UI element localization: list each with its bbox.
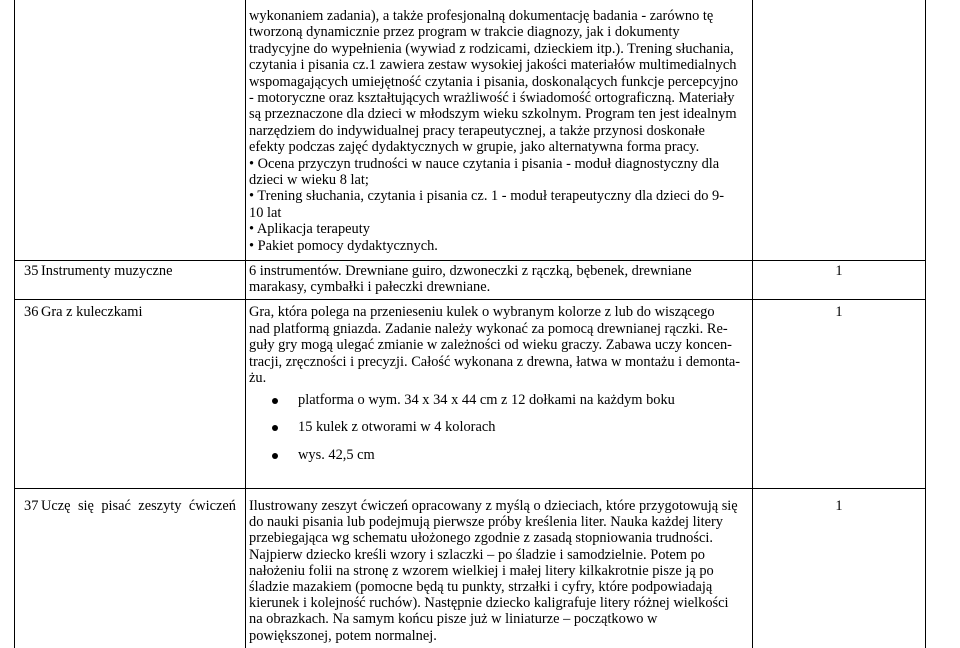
description-line: Najpierw dziecko kreśli wzory i szlaczki – po śladzie i samodzielnie. Potem po bbox=[249, 546, 705, 563]
description-line: tracji, zręczności i precyzji. Całość wykonana z drewna, łatwa w montażu i demonta- bbox=[249, 353, 741, 370]
bullet-icon bbox=[272, 453, 278, 459]
description-line: efekty podczas zajęć dydaktycznych w grupie, jako alternatywna forma pracy. bbox=[249, 139, 700, 156]
item-description bbox=[246, 489, 753, 648]
item-name: Gra z kuleczkami bbox=[41, 304, 143, 320]
item-quantity: 1 bbox=[835, 263, 843, 279]
description-line: przebiegająca wg schematu ułożonego zgodnie z zasadą stopniowania trudności. bbox=[249, 530, 713, 547]
description-line: Ilustrowany zeszyt ćwiczeń opracowany z myślą o dzieciach, które przygotowują się bbox=[249, 498, 738, 514]
description-line: marakasy, cymbałki i pałeczki drewniane. bbox=[249, 279, 491, 296]
description-line: tradycyjne do wypełnienia (wywiad z rodzicami, dzieckiem itp.). Trening słuchania, bbox=[249, 40, 734, 57]
item-description bbox=[246, 0, 753, 260]
description-line: Gra, która polega na przenieseniu kulek o wybranym kolorze z lub do wiszącego bbox=[249, 304, 715, 320]
description-line: • Aplikacja terapeuty bbox=[249, 221, 370, 238]
item-quantity: 1 bbox=[835, 304, 843, 320]
item-quantity bbox=[753, 0, 925, 260]
description-line: śladzie mazakiem (pomocne będą tu punkty, strzałki i cyfry, które podpowiadają bbox=[249, 579, 713, 596]
description-line: - motoryczne oraz kształtujących wrażliwość i świadomość ortograficzną. Materiały bbox=[249, 90, 735, 107]
item-quantity: 1 bbox=[835, 498, 843, 514]
description-line: wykonaniem zadania), a także profesjonalną dokumentację badania - zarówno tę bbox=[249, 8, 714, 24]
description-line: guły gry mogą ulegać zmianie w zależności od wieku graczy. Zabawa uczy koncen- bbox=[249, 337, 732, 354]
item-description bbox=[246, 261, 753, 299]
item-name: Uczę się pisać zeszyty ćwiczeń bbox=[41, 498, 236, 514]
description-line: 6 instrumentów. Drewniane guiro, dzwoneczki z rączką, bębenek, drewniane bbox=[249, 263, 692, 279]
table-row bbox=[14, 300, 926, 489]
description-line: nad platformą gniazda. Zadanie należy wykonać za pomocą drewnianej rączki. Re- bbox=[249, 320, 728, 337]
bullet-icon bbox=[272, 398, 278, 404]
description-line: dzieci w wieku 8 lat; bbox=[249, 172, 369, 189]
description-line: nałożeniu folii na stronę z wzorem wielkiej i małej litery kilkakrotnie pisze ją po bbox=[249, 562, 714, 579]
table-row bbox=[14, 0, 926, 261]
description-line: na obrazkach. Na samym końcu pisze już w liniaturze – początkowo w bbox=[249, 611, 658, 628]
item-name-cell bbox=[15, 300, 246, 488]
bullet-item bbox=[249, 414, 752, 442]
description-line: żu. bbox=[249, 370, 267, 387]
bullet-item bbox=[249, 387, 752, 415]
bullet-icon bbox=[272, 425, 278, 431]
description-line: • Trening słuchania, czytania i pisania cz. 1 - moduł terapeutyczny dla dzieci do 9- bbox=[249, 188, 724, 205]
table-row bbox=[14, 261, 926, 300]
bullet-text: wys. 42,5 cm bbox=[298, 446, 375, 463]
description-line: są przeznaczone dla dzieci w młodszym wieku szkolnym. Program ten jest idealnym bbox=[249, 106, 737, 123]
description-line: powiększonej, potem normalnej. bbox=[249, 627, 437, 644]
description-line: kierunek i kolejność ruchów). Następnie dziecko kaligrafuje litery różnej wielkości bbox=[249, 595, 729, 612]
item-number: 35 bbox=[24, 263, 39, 279]
table-row bbox=[14, 489, 926, 648]
item-name: Instrumenty muzyczne bbox=[41, 263, 173, 279]
description-line: • Pakiet pomocy dydaktycznych. bbox=[249, 237, 438, 254]
description-line: czytania i pisania cz.1 zawiera zestaw wysokiej jakości materiałów multimedialnych bbox=[249, 57, 737, 74]
description-line: wspomagających umiejętność czytania i pisania, doskonalących funkcje percepcyjno bbox=[249, 73, 739, 90]
item-name-cell bbox=[15, 489, 246, 648]
description-line: • Ocena przyczyn trudności w nauce czytania i pisania - moduł diagnostyczny dla bbox=[249, 155, 720, 172]
bullet-text: platforma o wym. 34 x 34 x 44 cm z 12 dołkami na każdym boku bbox=[298, 391, 675, 408]
item-number: 37 bbox=[24, 498, 39, 514]
description-line: narzędziem do indywidualnej pracy terapeutycznej, a także przynosi doskonałe bbox=[249, 122, 705, 139]
bullet-item bbox=[249, 442, 752, 470]
item-description bbox=[246, 300, 753, 488]
description-line: 10 lat bbox=[249, 204, 282, 221]
item-name-cell bbox=[15, 0, 246, 260]
spec-bullet-list bbox=[249, 387, 752, 470]
item-name-cell bbox=[15, 261, 246, 299]
bullet-text: 15 kulek z otworami w 4 kolorach bbox=[298, 419, 496, 436]
description-line: do nauki pisania lub podejmują pierwsze próby kreślenia liter. Nauka każdej litery bbox=[249, 514, 723, 531]
item-number: 36 bbox=[24, 304, 39, 320]
description-line: tworzoną dynamicznie przez program w trakcie diagnozy, jak i dokumenty bbox=[249, 24, 680, 41]
